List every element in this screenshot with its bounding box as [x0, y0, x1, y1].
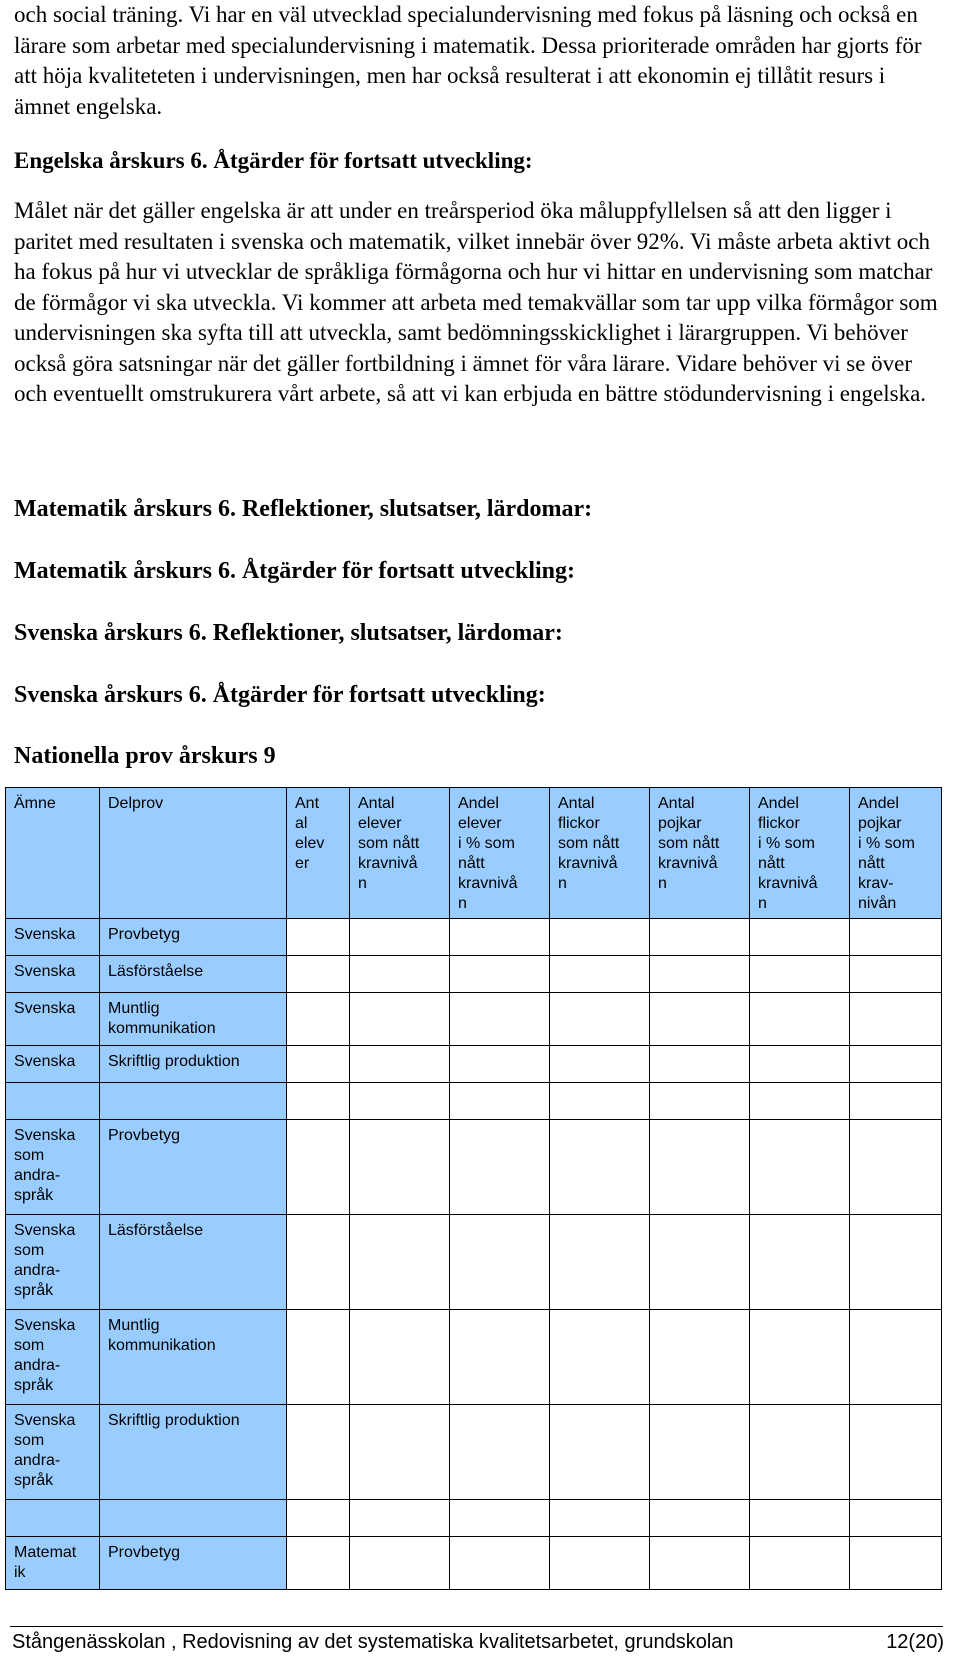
table-separator-row [6, 1500, 942, 1537]
cell-empty[interactable] [650, 993, 750, 1046]
cell-delprov: Läsförståelse [100, 1215, 287, 1310]
cell-empty[interactable] [350, 1405, 450, 1500]
table-row [6, 1537, 942, 1590]
engelska-paragraph: Målet när det gäller engelska är att under en treårsperiod öka måluppfyllelsen så att den ligger i paritet med resultaten i svenska och matematik, vilket innebär över 92%. Vi måste arbeta aktivt och ha fokus på hur vi utvecklar de språkliga förmågorna och hur vi hittar en undervisning som matchar de förmågor vi ska utveckla. Vi kommer att arbeta med temakvällar som tar upp vilka förmågor som undervisningen ska syfta till att utveckla, samt bedömningsskicklighet i lärargruppen. Vi behöver också göra satsningar när det gäller fortbildning i ämnet för våra lärare. Vidare behöver vi se över och eventuellt omstrukurera vårt arbete, så att vi kan erbjuda en bättre stödundervisning i engelska. [14, 198, 938, 406]
heading-matematik-atgarder: Matematik årskurs 6. Åtgärder för fortsatt utveckling: [14, 558, 576, 584]
cell-empty[interactable] [287, 956, 350, 993]
cell-amne: Svenska som andra- språk [6, 1405, 100, 1500]
cell-delprov: Skriftlig produktion [100, 1405, 287, 1500]
cell-delprov: Muntlig kommunikation [100, 993, 287, 1046]
cell-empty[interactable] [650, 1500, 750, 1537]
cell-empty[interactable] [450, 1500, 550, 1537]
cell-delprov: Läsförståelse [100, 956, 287, 993]
cell-empty[interactable] [550, 1215, 650, 1310]
cell-delprov: Skriftlig produktion [100, 1046, 287, 1083]
footer-title: Stångenässkolan , Redovisning av det systematiska kvalitetsarbetet, grundskolan [12, 1631, 734, 1653]
cell-empty[interactable] [450, 1405, 550, 1500]
cell-empty[interactable] [350, 1215, 450, 1310]
cell-empty[interactable] [287, 1405, 350, 1500]
cell-empty[interactable] [650, 956, 750, 993]
cell-empty[interactable] [750, 1500, 850, 1537]
cell-empty[interactable] [350, 1310, 450, 1405]
cell-empty[interactable] [550, 1046, 650, 1083]
header-antal-pojkar: Antal pojkar som nått kravnivå n [650, 788, 750, 919]
cell-empty[interactable] [750, 1083, 850, 1120]
cell-empty[interactable] [750, 1537, 850, 1590]
table-row [6, 1046, 942, 1083]
header-delprov: Delprov [100, 788, 287, 919]
cell-empty[interactable] [350, 956, 450, 993]
nationella-prov-table [5, 787, 942, 1590]
cell-empty [100, 1083, 287, 1120]
table-row [6, 1120, 942, 1215]
header-andel-pojkar: Andel pojkar i % som nått krav- nivån [850, 788, 942, 919]
cell-empty[interactable] [650, 1046, 750, 1083]
cell-amne: Svenska som andra- språk [6, 1120, 100, 1215]
header-andel-elever: Andel elever i % som nått kravnivå n [450, 788, 550, 919]
cell-empty[interactable] [350, 1083, 450, 1120]
cell-empty[interactable] [850, 1310, 942, 1405]
cell-empty[interactable] [850, 1500, 942, 1537]
cell-amne: Svenska som andra- språk [6, 1215, 100, 1310]
cell-empty[interactable] [350, 1500, 450, 1537]
heading-nationella-prov: Nationella prov årskurs 9 [14, 743, 276, 769]
cell-empty[interactable] [850, 956, 942, 993]
cell-amne: Svenska [6, 919, 100, 956]
table-row [6, 1215, 942, 1310]
cell-empty[interactable] [850, 919, 942, 956]
cell-empty[interactable] [750, 956, 850, 993]
cell-empty[interactable] [850, 993, 942, 1046]
header-andel-flickor: Andel flickor i % som nått kravnivå n [750, 788, 850, 919]
heading-svenska-reflektioner: Svenska årskurs 6. Reflektioner, slutsatser, lärdomar: [14, 620, 563, 646]
cell-delprov: Provbetyg [100, 919, 287, 956]
cell-empty[interactable] [450, 1215, 550, 1310]
cell-empty [100, 1500, 287, 1537]
cell-empty[interactable] [550, 1405, 650, 1500]
cell-empty[interactable] [750, 1310, 850, 1405]
cell-empty[interactable] [550, 1537, 650, 1590]
cell-empty[interactable] [350, 1046, 450, 1083]
cell-empty[interactable] [450, 1046, 550, 1083]
cell-amne: Svenska [6, 1046, 100, 1083]
cell-empty[interactable] [350, 919, 450, 956]
cell-empty[interactable] [750, 919, 850, 956]
cell-delprov: Muntlig kommunikation [100, 1310, 287, 1405]
cell-empty[interactable] [550, 1083, 650, 1120]
cell-empty[interactable] [850, 1046, 942, 1083]
cell-amne: Svenska [6, 993, 100, 1046]
table-row [6, 1310, 942, 1405]
cell-empty[interactable] [550, 956, 650, 993]
cell-empty[interactable] [850, 1083, 942, 1120]
cell-empty[interactable] [450, 993, 550, 1046]
cell-empty[interactable] [850, 1120, 942, 1215]
header-antal-natt: Antal elever som nått kravnivå n [350, 788, 450, 919]
table-row [6, 919, 942, 956]
cell-empty[interactable] [450, 1537, 550, 1590]
heading-matematik-reflektioner: Matematik årskurs 6. Reflektioner, slutsatser, lärdomar: [14, 496, 593, 522]
cell-empty[interactable] [650, 1310, 750, 1405]
table-separator-row [6, 1083, 942, 1120]
cell-empty[interactable] [450, 1083, 550, 1120]
cell-empty[interactable] [750, 1405, 850, 1500]
intro-paragraph: och social träning. Vi har en väl utvecklad specialundervisning med fokus på läsning och också en lärare som arbetar med specialundervisning i matematik. Dessa prioriterade områden har gjorts för att höja kvaliteteten i undervisningen, men har också resulterat i att ekonomin ej tillåtit resurs i ämnet engelska. [14, 2, 922, 119]
table-row [6, 1405, 942, 1500]
cell-empty[interactable] [550, 1120, 650, 1215]
cell-empty[interactable] [750, 993, 850, 1046]
cell-empty[interactable] [650, 919, 750, 956]
cell-empty[interactable] [850, 1405, 942, 1500]
heading-engelska-atgarder: Engelska årskurs 6. Åtgärder för fortsatt utveckling: [14, 148, 533, 173]
cell-empty[interactable] [287, 1500, 350, 1537]
cell-empty[interactable] [850, 1537, 942, 1590]
cell-empty[interactable] [850, 1215, 942, 1310]
cell-delprov: Provbetyg [100, 1537, 287, 1590]
cell-empty[interactable] [450, 1310, 550, 1405]
cell-empty[interactable] [350, 1537, 450, 1590]
cell-empty[interactable] [350, 993, 450, 1046]
cell-empty[interactable] [550, 1310, 650, 1405]
cell-empty[interactable] [550, 993, 650, 1046]
cell-amne: Matemat ik [6, 1537, 100, 1590]
cell-empty[interactable] [450, 1120, 550, 1215]
header-antal-elever: Ant al elev er [287, 788, 350, 919]
table-row [6, 956, 942, 993]
cell-empty[interactable] [287, 993, 350, 1046]
page-number: 12(20) [886, 1631, 944, 1653]
cell-empty[interactable] [650, 1120, 750, 1215]
cell-empty[interactable] [287, 1120, 350, 1215]
cell-delprov: Provbetyg [100, 1120, 287, 1215]
cell-empty[interactable] [650, 1405, 750, 1500]
footer-divider [10, 1626, 943, 1627]
cell-empty[interactable] [287, 1310, 350, 1405]
cell-empty[interactable] [287, 1215, 350, 1310]
cell-empty[interactable] [650, 1215, 750, 1310]
table-row [6, 993, 942, 1046]
cell-amne: Svenska [6, 956, 100, 993]
cell-empty[interactable] [750, 1120, 850, 1215]
table-header-row [6, 788, 942, 919]
cell-empty [6, 1083, 100, 1120]
header-amne: Ämne [6, 788, 100, 919]
cell-empty[interactable] [450, 956, 550, 993]
cell-empty[interactable] [287, 1083, 350, 1120]
cell-empty[interactable] [287, 1046, 350, 1083]
cell-empty [6, 1500, 100, 1537]
cell-empty[interactable] [650, 1083, 750, 1120]
cell-empty[interactable] [750, 1215, 850, 1310]
cell-empty[interactable] [450, 919, 550, 956]
cell-empty[interactable] [287, 919, 350, 956]
cell-empty[interactable] [350, 1120, 450, 1215]
header-antal-flickor: Antal flickor som nått kravnivå n [550, 788, 650, 919]
cell-empty[interactable] [550, 919, 650, 956]
cell-empty[interactable] [650, 1537, 750, 1590]
cell-empty[interactable] [550, 1500, 650, 1537]
cell-empty[interactable] [287, 1537, 350, 1590]
heading-svenska-atgarder: Svenska årskurs 6. Åtgärder för fortsatt utveckling: [14, 682, 546, 708]
cell-empty[interactable] [750, 1046, 850, 1083]
cell-amne: Svenska som andra- språk [6, 1310, 100, 1405]
